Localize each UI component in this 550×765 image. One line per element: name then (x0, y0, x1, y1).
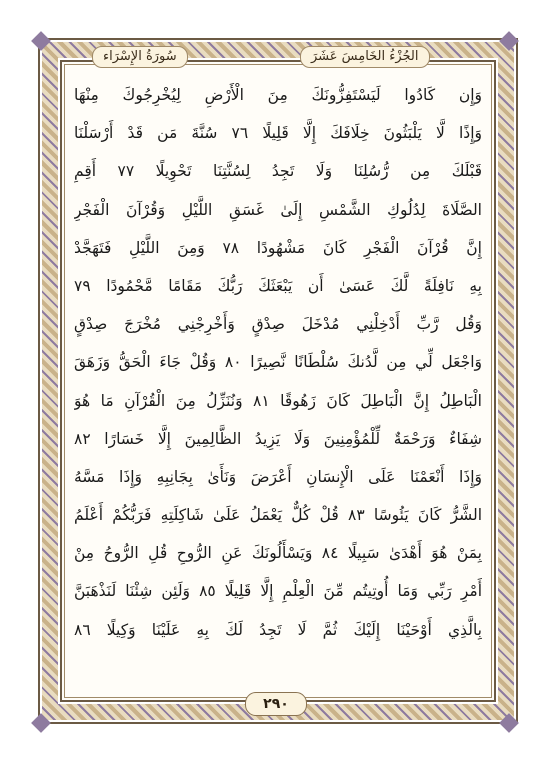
page-number: ٢٩٠ (245, 692, 307, 716)
surah-label: سُورَةُ الإِسْرَاء (92, 46, 188, 68)
verse-text-body (74, 76, 482, 688)
text-line: شِفَاءٌ وَرَحْمَةٌ لِّلْمُؤْمِنِينَ وَلَا يَزِيدُ الظَّالِمِينَ إِلَّا خَسَارًا ٨٢ (74, 429, 482, 448)
text-line: الشَّرُّ كَانَ يَئُوسًا ٨٣ قُلْ كُلٌّ يَعْمَلُ عَلَىٰ شَاكِلَتِهِ فَرَبُّكُمْ أَعْلَمُ (74, 506, 482, 525)
text-line: وَإِذًا لَّا يَلْبَثُونَ خِلَافَكَ إِلَّا قَلِيلًا ٧٦ سُنَّةَ مَن قَدْ أَرْسَلْنَا (74, 124, 482, 143)
text-line: وَإِن كَادُوا لَيَسْتَفِزُّونَكَ مِنَ الْأَرْضِ لِيُخْرِجُوكَ مِنْهَا (74, 86, 482, 104)
text-line: قَبْلَكَ مِن رُّسُلِنَا وَلَا تَجِدُ لِسُنَّتِنَا تَحْوِيلًا ٧٧ أَقِمِ (74, 162, 482, 181)
text-line: بِالَّذِي أَوْحَيْنَا إِلَيْكَ ثُمَّ لَا تَجِدُ لَكَ بِهِ عَلَيْنَا وَكِيلًا ٨٦ (74, 620, 482, 639)
text-line: وَإِذَا أَنْعَمْنَا عَلَى الْإِنسَانِ أَعْرَضَ وَنَأَىٰ بِجَانِبِهِ وَإِذَا مَسَّهُ (74, 467, 482, 486)
text-line: وَاجْعَل لِّي مِن لَّدُنكَ سُلْطَانًا نَّصِيرًا ٨٠ وَقُلْ جَاءَ الْحَقُّ وَزَهَقَ (74, 353, 482, 372)
text-line: الصَّلَاةَ لِدُلُوكِ الشَّمْسِ إِلَىٰ غَسَقِ اللَّيْلِ وَقُرْآنَ الْفَجْرِ (74, 200, 482, 219)
text-line: أَمْرِ رَبِّي وَمَا أُوتِيتُم مِّنَ الْعِلْمِ إِلَّا قَلِيلًا ٨٥ وَلَئِن شِئْنَا لَنَذْهَبَنَّ (74, 582, 482, 601)
text-line: بِمَنْ هُوَ أَهْدَىٰ سَبِيلًا ٨٤ وَيَسْأَلُونَكَ عَنِ الرُّوحِ قُلِ الرُّوحُ مِنْ (74, 544, 482, 563)
text-line: وَقُل رَّبِّ أَدْخِلْنِي مُدْخَلَ صِدْقٍ وَأَخْرِجْنِي مُخْرَجَ صِدْقٍ (74, 315, 482, 334)
text-line: الْبَاطِلُ إِنَّ الْبَاطِلَ كَانَ زَهُوقًا ٨١ وَنُنَزِّلُ مِنَ الْقُرْآنِ مَا هُوَ (74, 391, 482, 410)
juz-label: الجُزْءُ الخَامِسَ عَشَرَ (300, 46, 430, 68)
text-line: إِنَّ قُرْآنَ الْفَجْرِ كَانَ مَشْهُودًا ٧٨ وَمِنَ اللَّيْلِ فَتَهَجَّدْ (74, 238, 482, 257)
text-line: بِهِ نَافِلَةً لَّكَ عَسَىٰ أَن يَبْعَثَكَ رَبُّكَ مَقَامًا مَّحْمُودًا ٧٩ (74, 276, 482, 295)
